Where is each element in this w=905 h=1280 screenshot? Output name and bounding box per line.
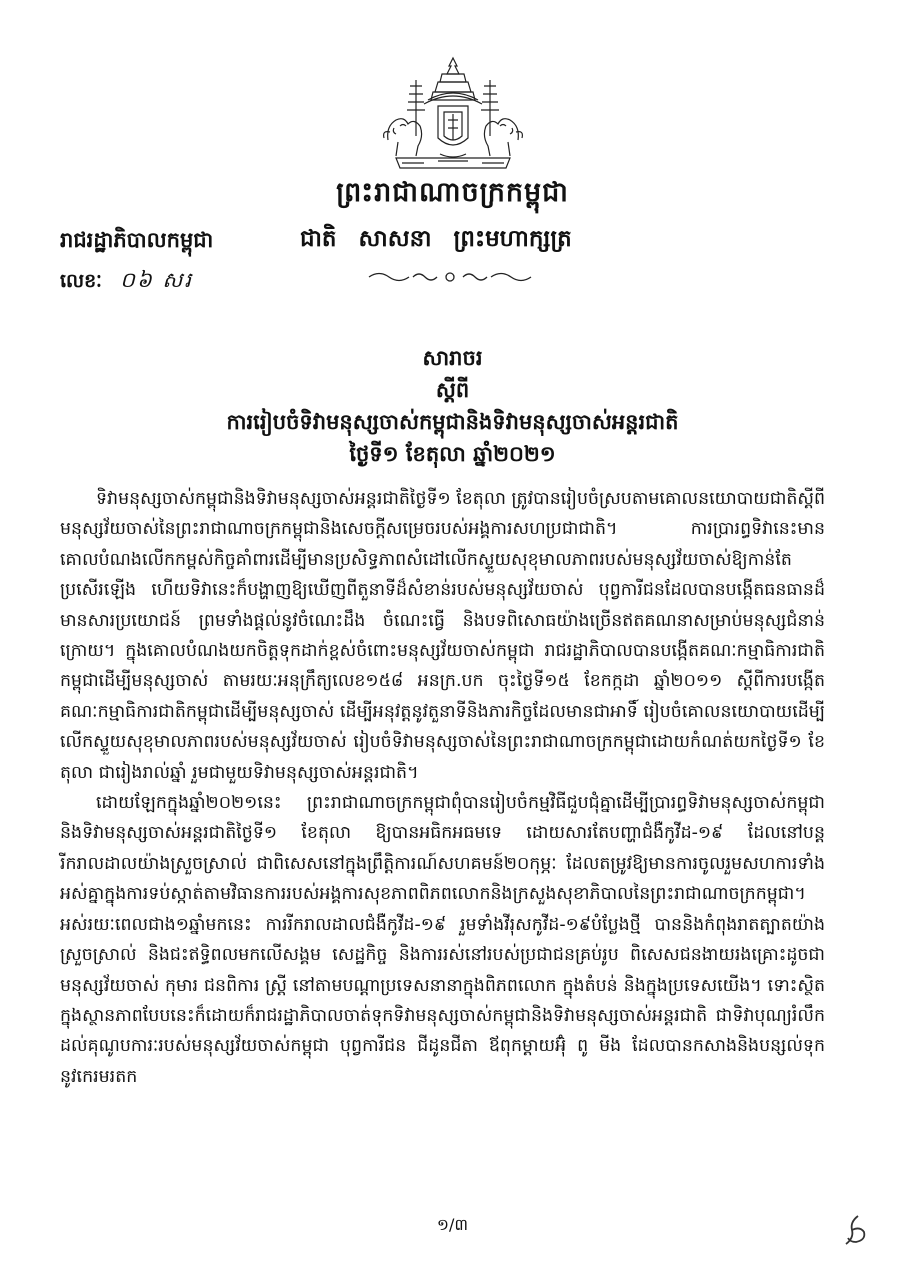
decorative-divider-ornament <box>365 268 535 286</box>
royal-coat-of-arms-emblem <box>378 56 528 176</box>
handwritten-initial-mark <box>838 1212 872 1248</box>
page-number: ១/៣ <box>436 1215 469 1234</box>
reference-value: ០៦ សរ <box>119 268 194 292</box>
circular-type: សារាចរ <box>422 346 483 370</box>
circular-date: ថ្ងៃទី១ ខែតុលា ឆ្នាំ២០២១ <box>349 442 556 466</box>
reference-number <box>60 267 193 298</box>
body-paragraph-1: ទិវាមនុស្សចាស់កម្ពុជានិងទិវាមនុស្សចាស់អន្តរជាតិថ្ងៃទី១ ខែតុលា ត្រូវបានរៀបចំស្របតាមគោលនយោបាយជាតិស្តីពីមនុស្សវ័យចាស់នៃព្រះរាជាណាចក្រកម្ពុជានិងសេចក្តីសម្រេចរបស់អង្គការសហប្រជាជាតិ។ ការប្រារព្ធទិវានេះមានគោលបំណងលើកកម្ពស់កិច្ចគាំពារដើម្បីមានប្រសិទ្ធភាពសំដៅលើកស្ទួយសុខុមាលភាពរបស់មនុស្សវ័យចាស់ឱ្យកាន់តែប្រសើរឡើង ហើយទិវានេះក៏បង្ហាញឱ្យឃើញពីតួនាទីដ៏សំខាន់របស់មនុស្សវ័យចាស់ បុព្វការីជនដែលបានបង្កើតធនធានដ៏មានសារប្រយោជន៍ ព្រមទាំងផ្តល់នូវចំណេះដឹង ចំណេះធ្វើ និងបទពិសោធយ៉ាងច្រើនឥតគណនាសម្រាប់មនុស្សជំនាន់ក្រោយ។ ក្នុងគោលបំណងយកចិត្តទុកដាក់ខ្ពស់ចំពោះមនុស្សវ័យចាស់កម្ពុជា រាជរដ្ឋាភិបាលបានបង្កើតគណៈកម្មាធិការជាតិកម្ពុជាដើម្បីមនុស្សចាស់ តាមរយៈអនុក្រឹត្យលេខ១៥៨ អនក្រ.បក ចុះថ្ងៃទី១៥ ខែកក្កដា ឆ្នាំ២០១១ ស្តីពីការបង្កើតគណៈកម្មាធិការជាតិកម្ពុជាដើម្បីមនុស្សចាស់ ដើម្បីអនុវត្តនូវតួនាទីនិងភារកិច្ចដែលមានជាអាទិ៍ រៀបចំគោលនយោបាយដើម្បីលើកស្ទួយសុខុមាលភាពរបស់មនុស្សវ័យចាស់ រៀបចំទិវាមនុស្សចាស់នៃព្រះរាជាណាចក្រកម្ពុជាដោយកំណត់យកថ្ងៃទី១ ខែតុលា ជារៀងរាល់ឆ្នាំ រួមជាមួយទិវាមនុស្សចាស់អន្តរជាតិ។ <box>60 489 826 783</box>
national-motto: ជាតិ សាសនា ព្រះមហាក្សត្រ <box>300 226 572 252</box>
circular-body <box>60 484 825 1092</box>
body-paragraph-2: ដោយឡែកក្នុងឆ្នាំ២០២១នេះ ព្រះរាជាណាចក្រកម្ពុជាពុំបានរៀបចំកម្មវិធីជួបជុំគ្នាដើម្បីប្រារព្ធទិវាមនុស្សចាស់កម្ពុជានិងទិវាមនុស្សចាស់អន្តរជាតិថ្ងៃទី១ ខែតុលា ឱ្យបានអធិកអធមទេ ដោយសារតែបញ្ហាជំងឺកូវីដ-១៩ ដែលនៅបន្តរីករាលដាលយ៉ាងស្រួចស្រាល់ ជាពិសេសនៅក្នុងព្រឹត្តិការណ៍សហគមន៍២០កុម្ភៈ ដែលតម្រូវឱ្យមានការចូលរួមសហការទាំងអស់គ្នាក្នុងការទប់ស្កាត់តាមវិធានការរបស់អង្គការសុខភាពពិភពលោកនិងក្រសួងសុខាភិបាលនៃព្រះរាជាណាចក្រកម្ពុជា។ អស់រយៈពេលជាង១ឆ្នាំមកនេះ ការរីករាលដាលជំងឺកូវីដ-១៩ រួមទាំងវីរុសកូវីដ-១៩បំប្លែងថ្មី បាននិងកំពុងរាតត្បាតយ៉ាងស្រួចស្រាល់ និងជះឥទ្ធិពលមកលើសង្គម សេដ្ឋកិច្ច និងការរស់នៅរបស់ប្រជាជនគ្រប់រូប ពិសេសជនងាយរងគ្រោះដូចជា មនុស្សវ័យចាស់ កុមារ ជនពិការ ស្ត្រី នៅតាមបណ្តាប្រទេសនានាក្នុងពិភពលោក ក្នុងតំបន់ និងក្នុងប្រទេសយើង។ ទោះស្ថិតក្នុងស្ថានភាពបែបនេះក៏ដោយក៏រាជរដ្ឋាភិបាលចាត់ទុកទិវាមនុស្សចាស់កម្ពុជានិងទិវាមនុស្សចាស់អន្តរជាតិ ជាទិវាបុណ្យរំលឹកដល់គុណូបការៈរបស់មនុស្សវ័យចាស់កម្ពុជា បុព្វការីជន ជីដូនជីតា ឪពុកម្តាយអ៊ុំ ពូ មីង ដែលបានកសាងនិងបន្សល់ទុកនូវកេរមរតក <box>60 793 825 1087</box>
reference-label: លេខៈ <box>60 270 102 292</box>
kingdom-heading: ព្រះរាជាណាចក្រកម្ពុជា <box>336 177 569 208</box>
circular-title-block <box>0 342 905 470</box>
circular-subject: ការរៀបចំទិវាមនុស្សចាស់កម្ពុជានិងទិវាមនុស្សចាស់អន្តរជាតិ <box>226 410 679 434</box>
circular-about: ស្ដីពី <box>435 378 470 402</box>
government-name: រាជរដ្ឋាភិបាលកម្ពុជា <box>60 228 214 252</box>
